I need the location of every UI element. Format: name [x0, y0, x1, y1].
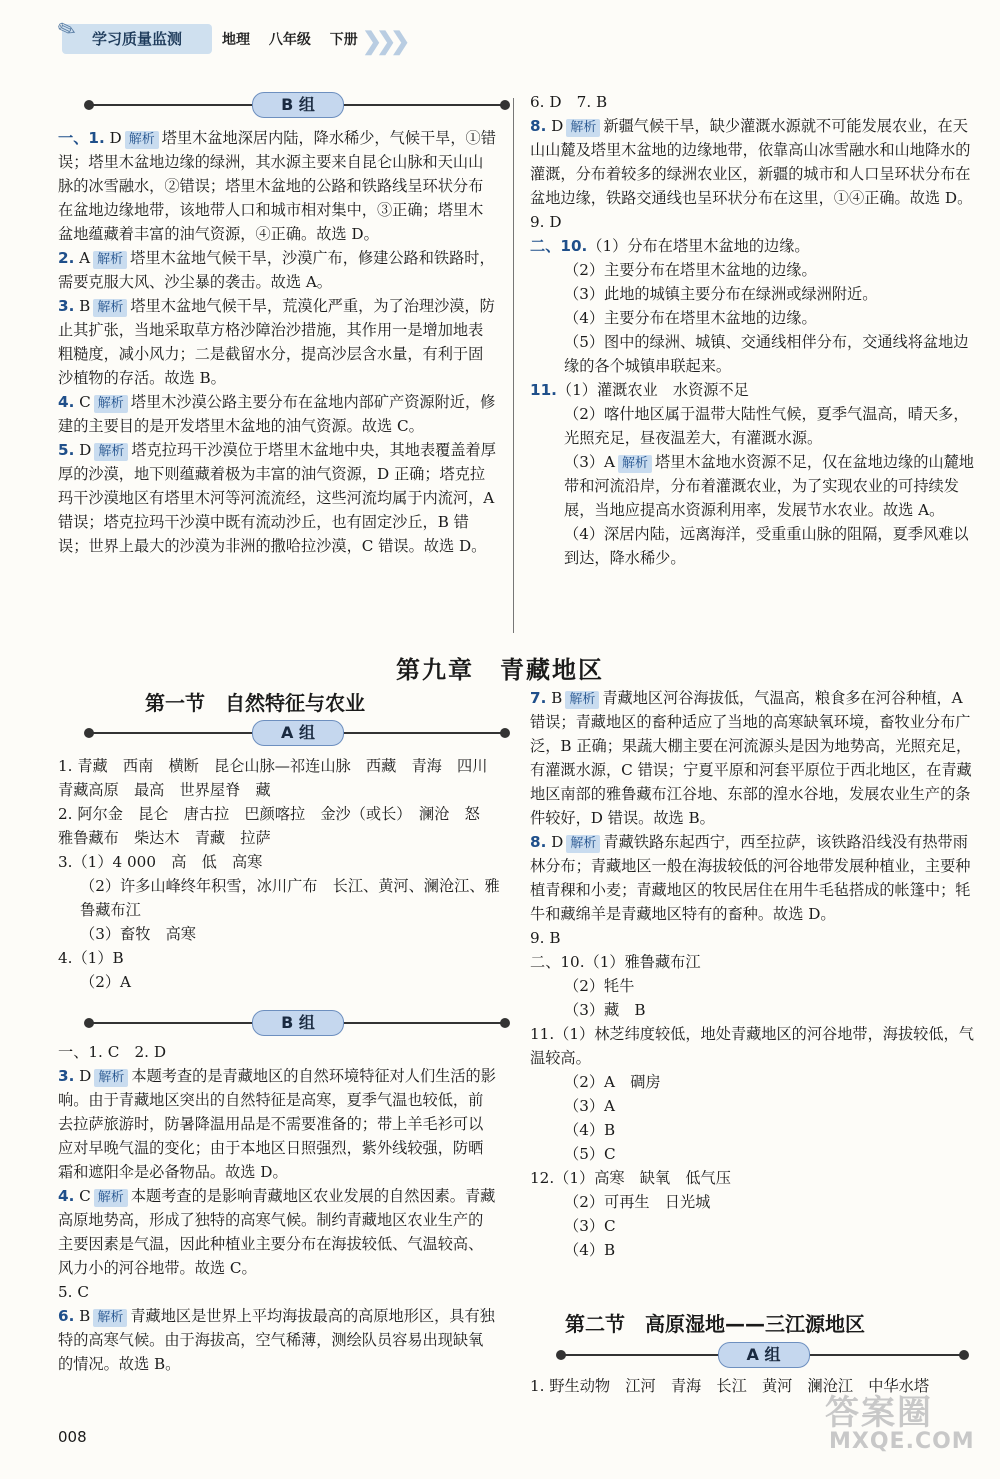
group-label: B 组 — [252, 1010, 344, 1036]
answer-line: 9. D — [530, 213, 562, 231]
answer-line: 1. 野生动物 江河 青海 长江 黄河 澜沧江 中华水塔 — [530, 1377, 930, 1395]
section-title-1: 第一节 自然特征与农业 — [145, 691, 365, 715]
answer-line: （4）B — [564, 1121, 616, 1139]
section-title-2: 第二节 高原湿地——三江源地区 — [565, 1312, 865, 1336]
answer-item: 7. B 解析 青藏地区河谷海拔低，气温高，粮食多在河谷种植，A 错误；青藏地区的畜种适应了当地的高寒缺氧环境，畜牧业分布广泛，B 正确；果蔬大棚主要在河流源头是因为地势高，光照充足，有灌溉水源，C 错误；宁夏平原和河套平原位于西北地区，在青藏地区南部的雅鲁藏布江谷地、东部的湟水谷地，发展农业生产的条件较好，D 错误。故选 B。 — [530, 689, 972, 827]
subject: 地理 — [222, 32, 250, 48]
answer-line: （3）畜牧 高寒 — [80, 925, 196, 943]
answer-line: （4）B — [564, 1241, 616, 1259]
answer-line: （2）许多山峰终年积雪，冰川广布 长江、黄河、澜沧江、雅鲁藏布江 — [80, 877, 500, 919]
answer-line: （4）主要分布在塔里木盆地的边缘。 — [564, 309, 817, 327]
right-top-answers — [530, 90, 975, 570]
answer-line: （3）A 解析 塔里木盆地水资源不足，仅在盆地边缘的山麓地带和河流沿岸，分布着灌溉农业，为了实现农业的可持续发展，当地应提高水资源利用率，发展节水农业。故选 A。 — [564, 453, 974, 519]
watermark: 答案圈 MXQE.COM — [825, 1393, 975, 1454]
book-title: 学习质量监测 — [92, 30, 183, 48]
answer-item: 4. C 解析 塔里木沙漠公路主要分布在盆地内部矿产资源附近，修建的主要目的是开发塔里木盆地的油气资源。故选 C。 — [58, 393, 496, 435]
answer-line: 二、10.（1）分布在塔里木盆地的边缘。 — [530, 237, 810, 255]
pen-icon: ✎ — [54, 15, 81, 46]
answer-line: 1. 青藏 西南 横断 昆仑山脉—祁连山脉 西藏 青海 四川 青藏高原 最高 世界屋脊 藏 — [58, 757, 503, 799]
section1-a-answers — [58, 754, 503, 994]
answer-line: 4.（1）B — [58, 949, 124, 967]
answer-line: （3）藏 B — [564, 1001, 646, 1019]
column-divider — [513, 98, 514, 633]
chapter-title: 第九章 青藏地区 — [396, 656, 604, 684]
page-number: 008 — [58, 1428, 87, 1446]
group-divider-a — [88, 720, 506, 746]
answer-item: 8. D 解析 新疆气候干旱，缺少灌溉水源就不可能发展农业，在天山山麓及塔里木盆地的边缘地带，依靠高山冰雪融水和山地降水的灌溉，分布着较多的绿洲农业区，新疆的城市和人口呈环状分布在盆地边缘，铁路交通线也呈环状分布在这里，①④正确。故选 D。 — [530, 117, 973, 207]
answer-line: （3）此地的城镇主要分布在绿洲或绿洲附近。 — [564, 285, 878, 303]
answer-line: （3）A — [564, 1097, 616, 1115]
section1-b-answers — [58, 1040, 498, 1376]
left-top-answers — [58, 126, 498, 558]
answer-line: （2）牦牛 — [564, 977, 635, 995]
answer-line: （3）C — [564, 1217, 616, 1235]
answer-line: （4）深居内陆，远离海洋，受重重山脉的阻隔，夏季风难以到达，降水稀少。 — [564, 525, 969, 567]
page-header — [54, 15, 442, 60]
answer-line: 二、10.（1）雅鲁藏布江 — [530, 953, 701, 971]
answer-item: 3. D 解析 本题考查的是青藏地区的自然环境特征对人们生活的影响。由于青藏地区突出的自然特征是高寒，夏季气温也较低，前去拉萨旅游时，防暑降温用品是不需要准备的；带上羊毛衫可以应对早晚气温的变化；由于本地区日照强烈，紫外线较强，防晒霜和遮阳伞是必备物品。故选 D。 — [58, 1067, 496, 1181]
answer-item: 2. A 解析 塔里木盆地气候干旱，沙漠广布，修建公路和铁路时，需要克服大风、沙尘暴的袭击。故选 A。 — [58, 249, 495, 291]
group-divider-b — [88, 1010, 506, 1036]
section1-right-answers — [530, 686, 975, 1262]
answer-line: 12.（1）高寒 缺氧 低气压 — [530, 1169, 731, 1187]
answer-line: （5）C — [564, 1145, 616, 1163]
answer-line: （2）喀什地区属于温带大陆性气候，夏季气温高，晴天多，光照充足，昼夜温差大，有灌溉水源。 — [564, 405, 969, 447]
chevron-right-icon: ❯❯❯ — [362, 26, 405, 55]
answer-line: 3.（1）4 000 高 低 高寒 — [58, 853, 263, 871]
answer-item: 4. C 解析 本题考查的是影响青藏地区农业发展的自然因素。青藏高原地势高，形成了独特的高寒气候。制约青藏地区农业生产的主要因素是气温，因此种植业主要分布在海拔较低、气温较高、风力小的河谷地带。故选 C。 — [58, 1187, 496, 1277]
answer-line: 5. C — [58, 1283, 89, 1301]
grade: 八年级 — [268, 32, 311, 48]
answer-line: 11.（1）灌溉农业 水资源不足 — [530, 381, 749, 399]
book-meta — [222, 29, 372, 49]
volume: 下册 — [329, 32, 358, 48]
answer-item: 3. B 解析 塔里木盆地气候干旱，荒漠化严重，为了治理沙漠，防止其扩张，当地采取草方格沙障治沙措施，其作用一是增加地表粗糙度，减小风力；二是截留水分，提高沙层含水量，有利于固沙植物的存活。故选 B。 — [58, 297, 495, 387]
answer-item: 5. D 解析 塔克拉玛干沙漠位于塔里木盆地中央，其地表覆盖着厚厚的沙漠，地下则蕴藏着极为丰富的油气资源，D 正确；塔克拉玛干沙漠地区有塔里木河等河流流经，这些河流均属于内流河，A 错误；塔克拉玛干沙漠中既有流动沙丘，也有固定沙丘，B 错误；世界上最大的沙漠为非洲的撒哈拉沙漠，C 错误。故选 D。 — [58, 441, 496, 555]
answer-line: （2）可再生 日光城 — [564, 1193, 711, 1211]
group-label: B 组 — [252, 92, 344, 118]
answer-line: 11.（1）林芝纬度较低，地处青藏地区的河谷地带，海拔较低，气温较高。 — [530, 1025, 974, 1067]
answer-line: 一、1. C 2. D — [58, 1043, 166, 1061]
answer-line: （2）主要分布在塔里木盆地的边缘。 — [564, 261, 817, 279]
answer-line: （2）A — [80, 973, 132, 991]
answer-item: 一、1. D 解析 塔里木盆地深居内陆，降水稀少，气候干旱，①错误；塔里木盆地边缘的绿洲，其水源主要来自昆仑山脉和天山山脉的冰雪融水，②错误；塔里木盆地的公路和铁路线呈环状分布在盆地边缘地带，该地带人口和城市相对集中，③正确；塔里木盆地蕴藏着丰富的油气资源，④正确。故选 D。 — [58, 129, 496, 243]
answer-line: 2. 阿尔金 昆仑 唐古拉 巴颜喀拉 金沙（或长） 澜沧 怒 雅鲁藏布 柴达木 青藏 拉萨 — [58, 805, 495, 847]
answer-line: 6. D 7. B — [530, 93, 608, 111]
answer-item: 6. B 解析 青藏地区是世界上平均海拔最高的高原地形区，具有独特的高寒气候。由于海拔高，空气稀薄，测绘队员容易出现缺氧的情况。故选 B。 — [58, 1307, 495, 1373]
group-divider-b — [88, 92, 506, 118]
answer-line: （2）A 碉房 — [564, 1073, 661, 1091]
answer-item: 8. D 解析 青藏铁路东起西宁，西至拉萨，该铁路沿线没有热带雨林分布；青藏地区一般在海拔较低的河谷地带发展种植业，主要种植青稞和小麦；青藏地区的牧民居住在用牛毛毡搭成的帐篷中；牦牛和藏绵羊是青藏地区特有的畜种。故选 D。 — [530, 833, 971, 923]
group-divider-a — [560, 1342, 965, 1368]
answer-line: （5）图中的绿洲、城镇、交通线相伴分布，交通线将盆地边缘的各个城镇串联起来。 — [564, 333, 969, 375]
group-label: A 组 — [252, 720, 344, 746]
group-label: A 组 — [718, 1342, 810, 1368]
answer-line: 9. B — [530, 929, 561, 947]
